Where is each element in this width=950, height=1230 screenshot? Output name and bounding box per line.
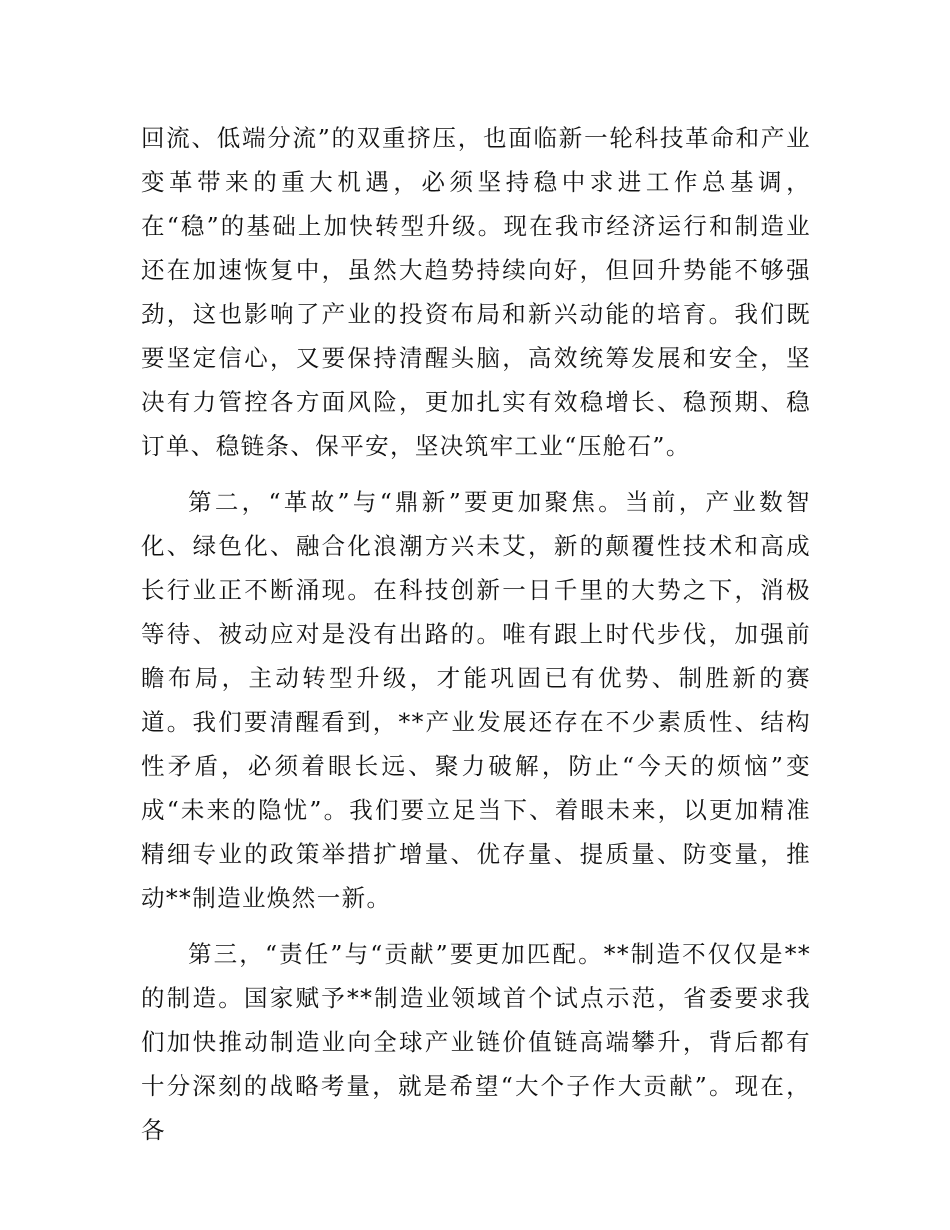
paragraph-third-point: 第三，“责任”与“贡献”要更加匹配。**制造不仅仅是**的制造。国家赋予**制造业领域首个试点示范，省委要求我们加快推动制造业向全球产业链价值链高端攀升，背后都有十分深刻的战略考量，就是希望“大个子作大贡献”。现在，各 [141, 940, 811, 1144]
paragraph-continuation: 回流、低端分流”的双重挤压，也面临新一轮科技革命和产业变革带来的重大机遇，必须坚持稳中求进工作总基调，在“稳”的基础上加快转型升级。现在我市经济运行和制造业还在加速恢复中，虽然大趋势持续向好，但回升势能不够强劲，这也影响了产业的投资布局和新兴动能的培育。我们既要坚定信心，又要保持清醒头脑，高效统筹发展和安全，坚决有力管控各方面风险，更加扎实有效稳增长、稳预期、稳订单、稳链条、保平安，坚决筑牢工业“压舱石”。 [141, 124, 811, 460]
document-body [141, 116, 811, 1152]
paragraph-second-point: 第二，“革故”与“鼎新”要更加聚焦。当前，产业数智化、绿色化、融合化浪潮方兴未艾，新的颠覆性技术和高成长行业正不断涌现。在科技创新一日千里的大势之下，消极等待、被动应对是没有出路的。唯有跟上时代步伐，加强前瞻布局，主动转型升级，才能巩固已有优势、制胜新的赛道。我们要清醒看到，**产业发展还存在不少素质性、结构性矛盾，必须着眼长远、聚力破解，防止“今天的烦恼”变成“未来的隐忧”。我们要立足当下、着眼未来，以更加精准精细专业的政策举措扩增量、优存量、提质量、防变量，推动**制造业焕然一新。 [141, 488, 811, 912]
